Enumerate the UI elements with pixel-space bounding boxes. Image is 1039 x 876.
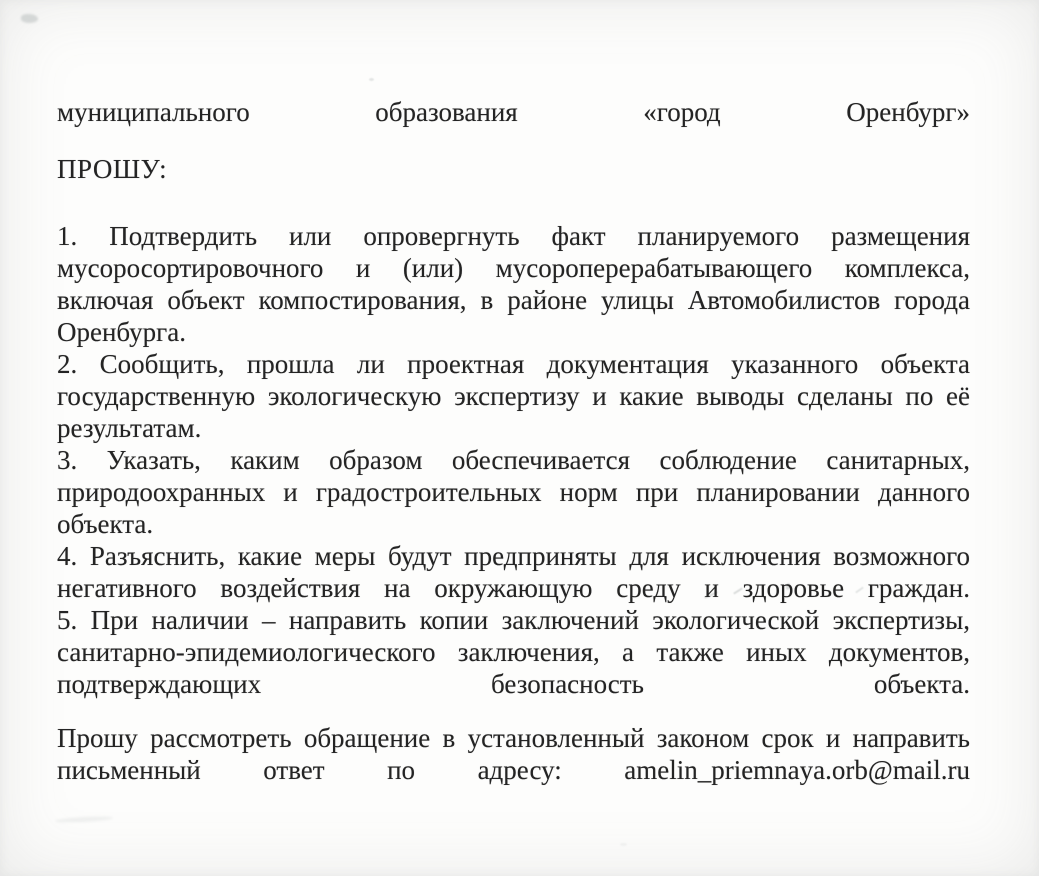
scan-speck: [620, 843, 627, 846]
letter-line: 3. Указать, каким образом обеспечивается соблюдение санитарных,: [57, 445, 970, 475]
letter-line: результатам.: [57, 413, 202, 443]
letter-line: Оренбурга.: [57, 317, 186, 347]
request-item-5: [57, 604, 970, 700]
letter-line: мусоросортировочного и (или) мусороперерабатывающего комплекса,: [57, 253, 970, 283]
letter-line: санитарно-эпидемиологического заключения, а также иных документов,: [57, 637, 970, 667]
letter-line: объекта.: [57, 509, 154, 539]
letter-line: 5. При наличии – направить копии заключений экологической экспертизы,: [57, 605, 970, 635]
request-heading: ПРОШУ:: [57, 154, 168, 184]
request-item-2: [57, 348, 970, 444]
closing-contact-line: письменный ответ по адресу: amelin_priemnaya.orb@mail.ru: [57, 755, 970, 785]
request-item-3: [57, 444, 970, 540]
letter-body: [57, 96, 970, 786]
request-item-4: [57, 540, 970, 604]
letter-line: Прошу рассмотреть обращение в установленный законом срок и направить: [57, 723, 970, 753]
letter-line: 1. Подтвердить или опровергнуть факт планируемого размещения: [57, 221, 970, 251]
letter-line: 4. Разъяснить, какие меры будут предприняты для исключения возможного: [57, 541, 970, 571]
letter-line: государственную экологическую экспертизу и какие выводы сделаны по её: [57, 381, 970, 411]
closing-paragraph: [57, 722, 970, 786]
letter-line: природоохранных и градостроительных норм при планировании данного: [57, 477, 970, 507]
letter-line: подтверждающих безопасность объекта.: [57, 669, 970, 699]
letter-line: негативного воздействия на окружающую среду и здоровье граждан.: [57, 573, 970, 603]
scan-smudge: [55, 815, 113, 823]
request-item-1: [57, 220, 970, 348]
letter-line: включая объект компостирования, в районе улицы Автомобилистов города: [57, 285, 970, 315]
letter-header-fragment: муниципального образования «город Оренбург»: [57, 97, 970, 127]
scan-smudge: [21, 14, 38, 23]
letter-line: 2. Сообщить, прошла ли проектная документация указанного объекта: [57, 349, 970, 379]
scan-speck: [369, 78, 374, 81]
